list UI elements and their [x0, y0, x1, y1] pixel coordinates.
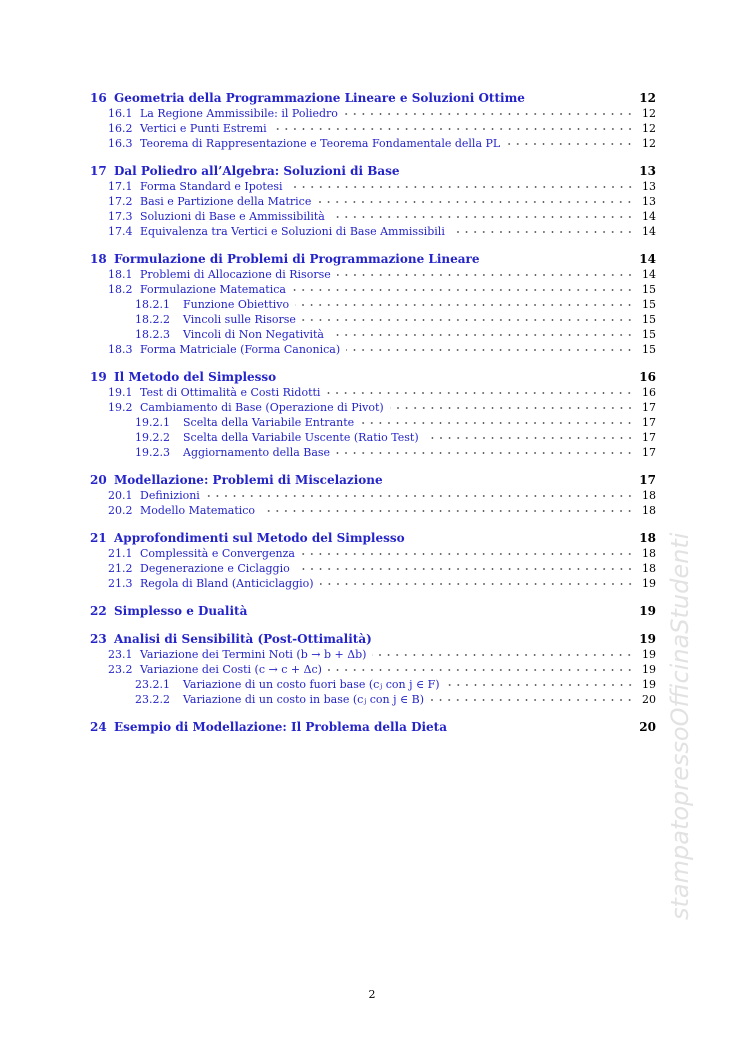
- entry-page: 14: [642, 268, 656, 281]
- entry-title[interactable]: Variazione dei Costi (c → c + Δc): [140, 663, 322, 676]
- entry-number: 20: [90, 473, 107, 487]
- entry-number: 19.2.3: [135, 446, 170, 459]
- entry-page: 15: [642, 298, 656, 311]
- entry-title[interactable]: Modello Matematico: [140, 504, 256, 517]
- dot-leader: [301, 551, 634, 557]
- entry-number: 18.1: [108, 268, 133, 281]
- entry-title[interactable]: Formulazione di Problemi di Programmazione Lineare: [114, 252, 480, 266]
- dot-leader: [326, 390, 634, 396]
- entry-title[interactable]: Forma Standard e Ipotesi: [140, 180, 283, 193]
- entry-number: 22: [90, 604, 107, 618]
- entry-title[interactable]: Problemi di Allocazione di Risorse: [140, 268, 331, 281]
- toc-subsection[interactable]: [90, 342, 656, 357]
- entry-number: 19.1: [108, 386, 133, 399]
- entry-title[interactable]: Cambiamento di Base (Operazione di Pivot): [140, 401, 384, 414]
- entry-page: 14: [642, 210, 656, 223]
- entry-number: 23: [90, 632, 107, 646]
- entry-title[interactable]: Formulazione Matematica: [140, 283, 286, 296]
- toc-subsection[interactable]: [90, 503, 656, 518]
- dot-leader: [330, 332, 634, 338]
- entry-number: 18.2: [108, 283, 133, 296]
- entry-number: 24: [90, 720, 107, 734]
- entry-title[interactable]: Definizioni: [140, 489, 200, 502]
- entry-number: 16.1: [108, 107, 133, 120]
- entry-title[interactable]: Degenerazione e Ciclaggio: [140, 562, 290, 575]
- toc-section-20[interactable]: [90, 472, 656, 488]
- entry-page: 17: [642, 416, 656, 429]
- toc-subsection[interactable]: [90, 662, 656, 677]
- entry-number: 18.2.1: [135, 298, 170, 311]
- dot-leader: [261, 508, 634, 514]
- entry-title[interactable]: Basi e Partizione della Matrice: [140, 195, 312, 208]
- entry-number: 16.2: [108, 122, 133, 135]
- toc-section-22[interactable]: [90, 603, 656, 619]
- entry-title[interactable]: Scelta della Variabile Uscente (Ratio Test): [183, 431, 419, 444]
- entry-number: 18: [90, 252, 107, 266]
- entry-page: 16: [642, 386, 656, 399]
- toc-subsubsection[interactable]: [90, 430, 656, 445]
- dot-leader: [390, 405, 634, 411]
- entry-number: 21.1: [108, 547, 133, 560]
- entry-page: 17: [642, 446, 656, 459]
- entry-number: 23.2.2: [135, 693, 170, 706]
- dot-leader: [451, 229, 634, 235]
- toc-subsection[interactable]: [90, 136, 656, 151]
- entry-title[interactable]: Geometria della Programmazione Lineare e Soluzioni Ottime: [114, 91, 525, 105]
- toc-subsubsection[interactable]: [90, 692, 656, 707]
- toc-subsection[interactable]: [90, 179, 656, 194]
- entry-page: 20: [639, 720, 656, 734]
- dot-leader: [206, 493, 634, 499]
- entry-title[interactable]: La Regione Ammissibile: il Poliedro: [140, 107, 338, 120]
- dot-leader: [344, 111, 634, 117]
- entry-number: 20.1: [108, 489, 133, 502]
- toc-subsubsection[interactable]: [90, 677, 656, 692]
- entry-number: 17.3: [108, 210, 133, 223]
- page-number: 2: [368, 988, 376, 1001]
- toc-subsection[interactable]: [90, 400, 656, 415]
- entry-page: 12: [639, 91, 656, 105]
- entry-page: 19: [639, 632, 656, 646]
- entry-title[interactable]: Soluzioni di Base e Ammissibilità: [140, 210, 325, 223]
- dot-leader: [273, 126, 634, 132]
- dot-leader: [296, 566, 634, 572]
- entry-title[interactable]: Funzione Obiettivo: [183, 298, 290, 311]
- toc-subsection[interactable]: [90, 209, 656, 224]
- toc-subsection[interactable]: [90, 488, 656, 503]
- entry-page: 15: [642, 283, 656, 296]
- entry-page: 12: [642, 137, 656, 150]
- entry-title[interactable]: Approfondimenti sul Metodo del Simplesso: [114, 531, 405, 545]
- toc-subsection[interactable]: [90, 106, 656, 121]
- toc-subsubsection[interactable]: [90, 445, 656, 460]
- entry-title[interactable]: Complessità e Convergenza: [140, 547, 295, 560]
- watermark: stampatopressoOfficinaStudenti: [666, 532, 694, 920]
- toc-subsubsection[interactable]: [90, 327, 656, 342]
- entry-page: 13: [642, 195, 656, 208]
- entry-number: 16: [90, 91, 107, 105]
- toc-subsubsection[interactable]: [90, 297, 656, 312]
- entry-page: 15: [642, 343, 656, 356]
- dot-leader: [446, 682, 634, 688]
- dot-leader: [360, 420, 634, 426]
- entry-page: 14: [642, 225, 656, 238]
- entry-number: 19.2.1: [135, 416, 170, 429]
- entry-page: 15: [642, 328, 656, 341]
- entry-page: 15: [642, 313, 656, 326]
- toc-subsubsection[interactable]: [90, 415, 656, 430]
- toc-subsection[interactable]: [90, 267, 656, 282]
- entry-title[interactable]: Test di Ottimalità e Costi Ridotti: [140, 386, 321, 399]
- entry-title[interactable]: Regola di Bland (Anticiclaggio): [140, 577, 314, 590]
- entry-number: 19.2: [108, 401, 133, 414]
- toc-subsection[interactable]: [90, 546, 656, 561]
- entry-number: 20.2: [108, 504, 133, 517]
- entry-number: 19: [90, 370, 107, 384]
- entry-number: 21.2: [108, 562, 133, 575]
- entry-number: 23.2.1: [135, 678, 170, 691]
- dot-leader: [331, 214, 634, 220]
- entry-title[interactable]: Teorema di Rappresentazione e Teorema Fondamentale della PL: [140, 137, 501, 150]
- entry-page: 12: [642, 107, 656, 120]
- entry-page: 20: [642, 693, 656, 706]
- entry-title[interactable]: Scelta della Variabile Entrante: [183, 416, 355, 429]
- entry-title[interactable]: Equivalenza tra Vertici e Soluzioni di Base Ammissibili: [140, 225, 445, 238]
- entry-number: 17.1: [108, 180, 133, 193]
- dot-leader: [295, 302, 634, 308]
- entry-page: 18: [642, 562, 656, 575]
- entry-page: 17: [642, 401, 656, 414]
- entry-title[interactable]: Variazione dei Termini Noti (b → b + Δb): [140, 648, 367, 661]
- entry-page: 19: [642, 663, 656, 676]
- table-of-contents: [90, 90, 656, 735]
- toc-subsubsection[interactable]: [90, 312, 656, 327]
- toc-section-18[interactable]: [90, 251, 656, 267]
- entry-number: 18.2.3: [135, 328, 170, 341]
- entry-number: 19.2.2: [135, 431, 170, 444]
- toc-section-23[interactable]: [90, 631, 656, 647]
- entry-page: 19: [639, 604, 656, 618]
- entry-page: 19: [642, 678, 656, 691]
- entry-title[interactable]: Aggiornamento della Base: [183, 446, 331, 459]
- entry-title[interactable]: Analisi di Sensibilità (Post-Ottimalità): [114, 632, 372, 646]
- dot-leader: [289, 184, 634, 190]
- entry-title[interactable]: Vincoli sulle Risorse: [183, 313, 296, 326]
- entry-title[interactable]: Variazione di un costo fuori base (cⱼ con j ∈ F): [183, 678, 440, 691]
- entry-number: 23.2: [108, 663, 133, 676]
- toc-section-19[interactable]: [90, 369, 656, 385]
- entry-page: 18: [639, 531, 656, 545]
- dot-leader: [346, 347, 634, 353]
- entry-title[interactable]: Esempio di Modellazione: Il Problema della Dieta: [114, 720, 447, 734]
- toc-subsection[interactable]: [90, 224, 656, 239]
- toc-subsection[interactable]: [90, 561, 656, 576]
- entry-page: 18: [642, 547, 656, 560]
- toc-subsection[interactable]: [90, 576, 656, 591]
- dot-leader: [320, 581, 634, 587]
- toc-section-17[interactable]: [90, 163, 656, 179]
- entry-page: 14: [639, 252, 656, 266]
- entry-page: 18: [642, 489, 656, 502]
- dot-leader: [292, 287, 634, 293]
- entry-page: 12: [642, 122, 656, 135]
- entry-number: 16.3: [108, 137, 133, 150]
- entry-title[interactable]: Vertici e Punti Estremi: [140, 122, 267, 135]
- entry-page: 16: [639, 370, 656, 384]
- dot-leader: [302, 317, 634, 323]
- entry-title[interactable]: Modellazione: Problemi di Miscelazione: [114, 473, 383, 487]
- toc-section-21[interactable]: [90, 530, 656, 546]
- toc-section-16[interactable]: [90, 90, 656, 106]
- entry-number: 23.1: [108, 648, 133, 661]
- entry-title[interactable]: Simplesso e Dualità: [114, 604, 248, 618]
- entry-number: 18.2.2: [135, 313, 170, 326]
- entry-page: 13: [639, 164, 656, 178]
- dot-leader: [336, 450, 634, 456]
- entry-page: 17: [639, 473, 656, 487]
- dot-leader: [425, 435, 634, 441]
- toc-subsection[interactable]: [90, 647, 656, 662]
- entry-title[interactable]: Variazione di un costo in base (cⱼ con j ∈ B): [183, 693, 425, 706]
- entry-title[interactable]: Dal Poliedro all’Algebra: Soluzioni di Base: [114, 164, 400, 178]
- dot-leader: [337, 272, 634, 278]
- entry-page: 19: [642, 577, 656, 590]
- entry-title[interactable]: Forma Matriciale (Forma Canonica): [140, 343, 341, 356]
- dot-leader: [372, 652, 634, 658]
- entry-number: 17.4: [108, 225, 133, 238]
- toc-section-24[interactable]: [90, 719, 656, 735]
- toc-subsection[interactable]: [90, 385, 656, 400]
- dot-leader: [506, 141, 634, 147]
- entry-number: 17.2: [108, 195, 133, 208]
- entry-number: 21.3: [108, 577, 133, 590]
- entry-page: 19: [642, 648, 656, 661]
- toc-subsection[interactable]: [90, 121, 656, 136]
- entry-page: 17: [642, 431, 656, 444]
- toc-subsection[interactable]: [90, 194, 656, 209]
- entry-title[interactable]: Il Metodo del Simplesso: [114, 370, 277, 384]
- dot-leader: [328, 667, 634, 673]
- entry-number: 18.3: [108, 343, 133, 356]
- toc-subsection[interactable]: [90, 282, 656, 297]
- dot-leader: [317, 199, 634, 205]
- entry-number: 17: [90, 164, 107, 178]
- entry-page: 18: [642, 504, 656, 517]
- dot-leader: [430, 697, 634, 703]
- entry-number: 21: [90, 531, 107, 545]
- entry-page: 13: [642, 180, 656, 193]
- entry-title[interactable]: Vincoli di Non Negatività: [183, 328, 324, 341]
